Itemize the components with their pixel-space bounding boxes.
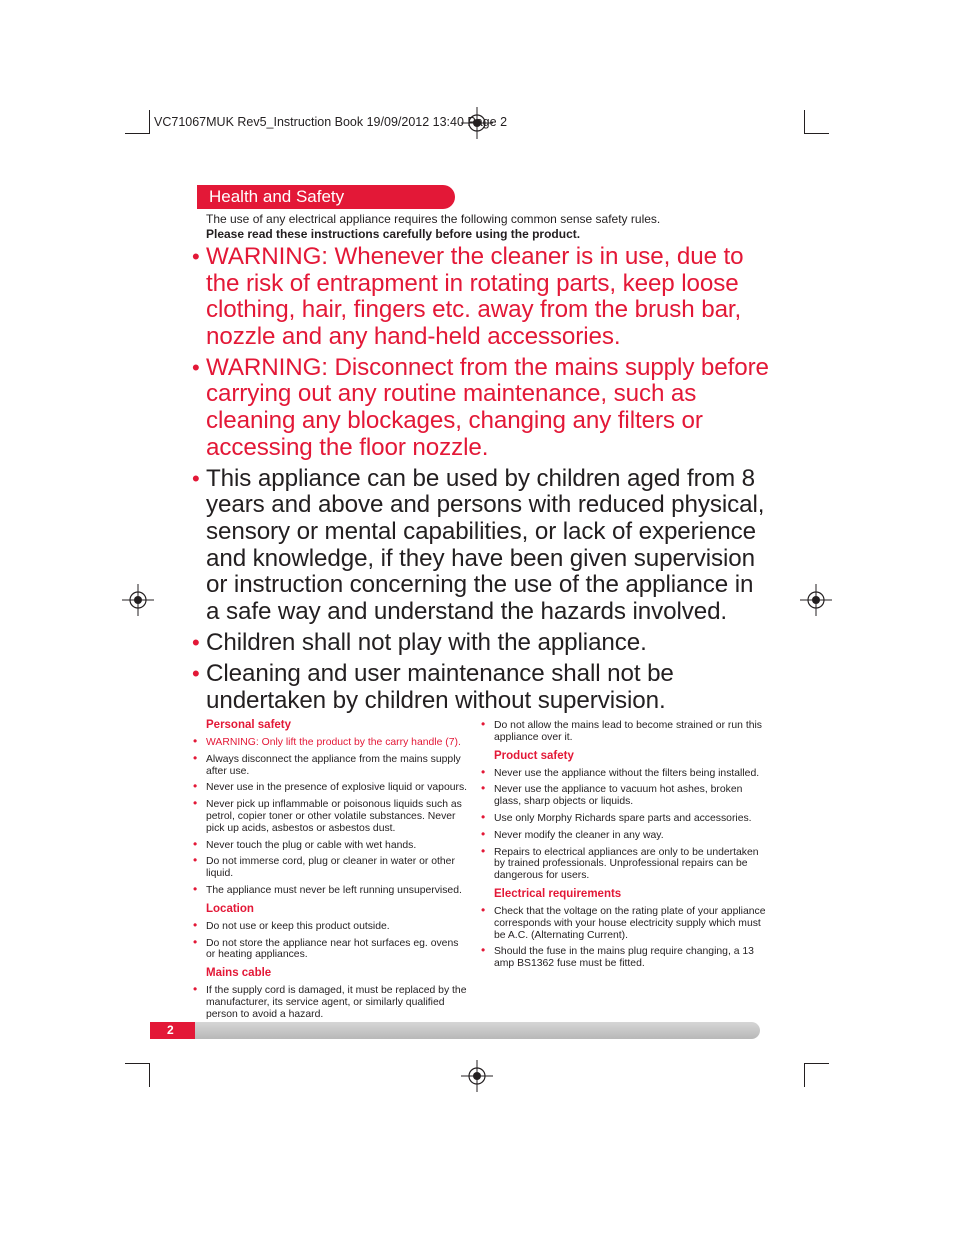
list-item: • Never use the appliance without the filters being installed.	[480, 768, 770, 780]
crop-mark	[125, 1063, 149, 1064]
intro-text	[206, 212, 766, 242]
list-item: • Always disconnect the appliance from the mains supply after use.	[192, 754, 468, 778]
list-item: • Never touch the plug or cable with wet hands.	[192, 840, 468, 852]
list-item: • If the supply cord is damaged, it must be replaced by the manufacturer, its service agent, or similarly qualified person to avoid a hazard.	[192, 985, 468, 1020]
bullet-icon: •	[192, 244, 200, 269]
section-heading: Location	[206, 902, 254, 915]
crop-mark	[149, 110, 150, 134]
crop-mark	[804, 1063, 805, 1087]
bullet-icon: •	[192, 354, 200, 380]
section-title: Health and Safety	[197, 185, 455, 209]
electrical-list	[480, 906, 770, 970]
page-number: 2	[150, 1022, 195, 1039]
list-item: • Do not store the appliance near hot surfaces eg. ovens or heating appliances.	[192, 938, 468, 962]
list-item: • Do not use or keep this product outside.	[192, 921, 468, 933]
list-item: • Never use in the presence of explosive liquid or vapours.	[192, 782, 468, 794]
bullet-icon: •	[192, 465, 200, 491]
warning-item	[192, 244, 772, 350]
section-heading: Personal safety	[206, 719, 292, 731]
intro-bold-line: Please read these instructions carefully before using the product.	[206, 227, 581, 241]
right-column	[480, 720, 770, 975]
crop-mark	[805, 133, 829, 134]
list-item: • WARNING: Only lift the product by the carry handle (7).	[192, 737, 468, 749]
registration-mark-icon	[461, 1060, 493, 1092]
safety-text: This appliance can be used by children aged from 8 years and above and persons with reduced physical, sensory or mental capabilities, or lack of experience and knowledge, if they have been given supervision or instruction concerning the use of the appliance in a safe way and understand the hazards involved.	[206, 464, 765, 625]
list-item: • Do not allow the mains lead to become strained or run this appliance over it.	[480, 720, 770, 744]
safety-item	[192, 661, 772, 714]
bullet-icon: •	[192, 629, 200, 655]
crop-mark	[805, 1063, 829, 1064]
print-header: VC71067MUK Rev5_Instruction Book 19/09/2012 13:40 Page 2	[154, 115, 508, 129]
section-heading: Mains cable	[206, 967, 272, 980]
list-item: • Should the fuse in the mains plug require changing, a 13 amp BS1362 fuse must be fitted.	[480, 946, 770, 970]
list-item: • The appliance must never be left running unsupervised.	[192, 885, 468, 897]
crop-mark	[149, 1063, 150, 1087]
section-heading: Electrical requirements	[494, 887, 622, 900]
safety-item	[192, 466, 772, 626]
footer-bar	[195, 1022, 760, 1039]
mains-cable-list	[192, 985, 468, 1020]
list-item: • Check that the voltage on the rating plate of your appliance corresponds with your house electricity supply which must be A.C. (Alternating Current).	[480, 906, 770, 941]
section-heading: Product safety	[494, 749, 574, 762]
list-item: • Use only Morphy Richards spare parts and accessories.	[480, 813, 770, 825]
list-item: • Never modify the cleaner in any way.	[480, 830, 770, 842]
intro-line: The use of any electrical appliance requires the following common sense safety rules.	[206, 212, 661, 226]
personal-safety-list	[192, 737, 468, 897]
main-warnings-list	[192, 244, 772, 719]
safety-text: Children shall not play with the appliance.	[206, 628, 647, 656]
warning-text: WARNING: Disconnect from the mains supply before carrying out any routine maintenance, such as cleaning any blockages, changing any filters or accessing the floor nozzle.	[206, 353, 769, 461]
safety-item	[192, 630, 772, 657]
list-item: • Repairs to electrical appliances are only to be undertaken by trained professionals. Unprofessional repairs can be dangerous for users.	[480, 847, 770, 882]
location-list	[192, 921, 468, 961]
list-item: • Never pick up inflammable or poisonous liquids such as petrol, copier toner or other volatile substances. Never pick up acids, asbestos or asbestos dust.	[192, 799, 468, 834]
list-item: • Never use the appliance to vacuum hot ashes, broken glass, sharp objects or liquids.	[480, 784, 770, 808]
left-column	[192, 718, 468, 1026]
crop-mark	[125, 133, 149, 134]
list-item: • Do not immerse cord, plug or cleaner in water or other liquid.	[192, 856, 468, 880]
registration-mark-icon	[800, 584, 832, 616]
bullet-icon: •	[192, 660, 200, 686]
safety-text: Cleaning and user maintenance shall not be undertaken by children without supervision.	[206, 659, 674, 714]
mains-cable-cont-list	[480, 720, 770, 744]
crop-mark	[804, 110, 805, 134]
product-safety-list	[480, 768, 770, 882]
warning-text: WARNING: Whenever the cleaner is in use, due to the risk of entrapment in rotating parts, keep loose clothing, hair, fingers etc. away from the brush bar, nozzle and any hand-held accessories.	[206, 243, 744, 350]
registration-mark-icon	[122, 584, 154, 616]
warning-item	[192, 355, 772, 461]
